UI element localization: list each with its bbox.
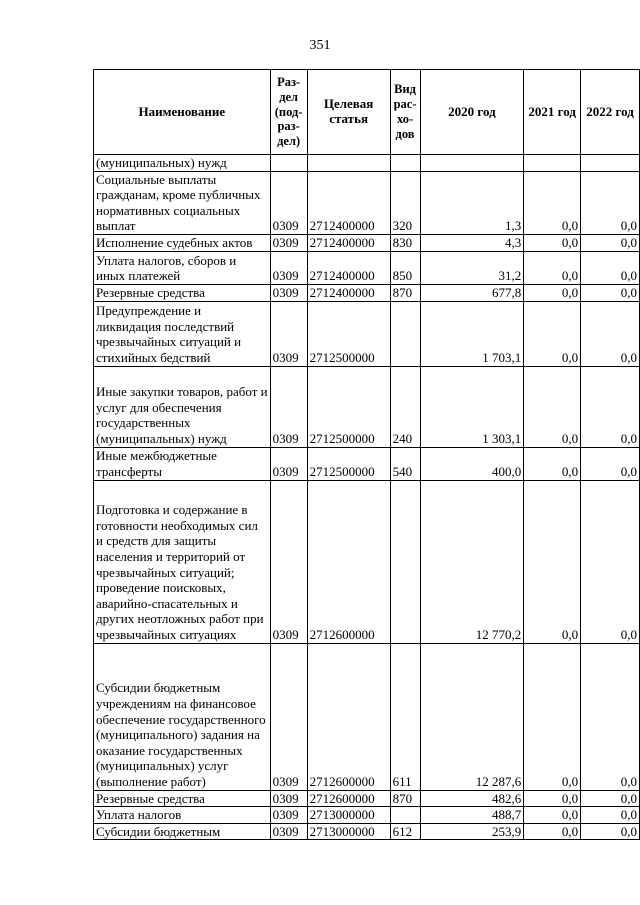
row-2022: 0,0 [581,790,640,807]
header-section: Раз- дел (под- раз- дел) [270,70,307,155]
row-2021: 0,0 [524,234,581,251]
row-2020: 12 770,2 [420,480,524,643]
row-2022: 0,0 [581,284,640,301]
row-kind [390,480,420,643]
row-target: 2712500000 [307,301,390,366]
row-2020: 488,7 [420,807,524,824]
table-row [94,155,640,172]
row-name: Резервные средства [94,284,271,301]
row-2021: 0,0 [524,171,581,234]
table-row [94,234,640,251]
row-2020: 4,3 [420,234,524,251]
row-2020: 31,2 [420,251,524,284]
row-section: 0309 [270,823,307,840]
row-section: 0309 [270,171,307,234]
row-kind: 830 [390,234,420,251]
table-row [94,447,640,480]
row-name: Субсидии бюджетным [94,823,271,840]
row-2022: 0,0 [581,447,640,480]
row-2020: 253,9 [420,823,524,840]
row-kind: 240 [390,366,420,447]
header-name: Наименование [94,70,271,155]
row-kind [390,155,420,172]
table-row [94,643,640,790]
table-row [94,366,640,447]
row-kind: 611 [390,643,420,790]
row-2021: 0,0 [524,643,581,790]
table-row [94,171,640,234]
row-section: 0309 [270,480,307,643]
row-section: 0309 [270,790,307,807]
row-2022: 0,0 [581,807,640,824]
row-kind [390,301,420,366]
row-section: 0309 [270,284,307,301]
row-section: 0309 [270,251,307,284]
row-target [307,155,390,172]
row-kind: 870 [390,284,420,301]
row-target: 2712400000 [307,234,390,251]
row-kind: 870 [390,790,420,807]
row-target: 2712500000 [307,366,390,447]
row-2021: 0,0 [524,366,581,447]
row-name: (муниципальных) нужд [94,155,271,172]
table-row [94,807,640,824]
row-name: Иные межбюджетные трансферты [94,447,271,480]
header-2021: 2021 год [524,70,581,155]
row-kind [390,807,420,824]
header-target: Целевая статья [307,70,390,155]
row-2021: 0,0 [524,284,581,301]
table-row [94,823,640,840]
header-2022: 2022 год [581,70,640,155]
row-kind: 612 [390,823,420,840]
row-2021: 0,0 [524,823,581,840]
row-name: Иные закупки товаров, работ и услуг для обеспечения государственных (муниципальных) нужд [94,366,271,447]
row-2021 [524,155,581,172]
budget-table [93,69,640,840]
table-row [94,790,640,807]
row-2022: 0,0 [581,480,640,643]
row-name: Уплата налогов, сборов и иных платежей [94,251,271,284]
row-name: Субсидии бюджетным учреждениям на финансовое обеспечение государственного (муниципального) задания на оказание государственных (муниципальных) услуг (выполнение работ) [94,643,271,790]
row-2022 [581,155,640,172]
row-section: 0309 [270,807,307,824]
row-2022: 0,0 [581,234,640,251]
row-section: 0309 [270,366,307,447]
row-section [270,155,307,172]
row-2021: 0,0 [524,790,581,807]
row-2022: 0,0 [581,366,640,447]
row-target: 2713000000 [307,807,390,824]
table-row [94,480,640,643]
row-2022: 0,0 [581,823,640,840]
row-section: 0309 [270,643,307,790]
row-2021: 0,0 [524,480,581,643]
row-name: Резервные средства [94,790,271,807]
row-2020: 12 287,6 [420,643,524,790]
row-name: Подготовка и содержание в готовности необходимых сил и средств для защиты населения и территорий от чрезвычайных ситуаций; проведение поисковых, аварийно-спасательных и других неотложных работ при чрезвычайных ситуациях [94,480,271,643]
row-target: 2712600000 [307,643,390,790]
row-2020: 1 303,1 [420,366,524,447]
row-target: 2713000000 [307,823,390,840]
row-2020: 1,3 [420,171,524,234]
row-section: 0309 [270,301,307,366]
row-2021: 0,0 [524,251,581,284]
row-kind: 850 [390,251,420,284]
row-target: 2712400000 [307,284,390,301]
row-2022: 0,0 [581,301,640,366]
row-2021: 0,0 [524,447,581,480]
row-target: 2712600000 [307,480,390,643]
table-row [94,284,640,301]
row-target: 2712600000 [307,790,390,807]
row-2020 [420,155,524,172]
table-row [94,301,640,366]
row-kind: 540 [390,447,420,480]
header-2020: 2020 год [420,70,524,155]
row-name: Исполнение судебных актов [94,234,271,251]
row-target: 2712500000 [307,447,390,480]
row-section: 0309 [270,447,307,480]
row-target: 2712400000 [307,171,390,234]
row-2020: 400,0 [420,447,524,480]
header-row [94,70,640,155]
row-2022: 0,0 [581,251,640,284]
row-2021: 0,0 [524,807,581,824]
row-2020: 482,6 [420,790,524,807]
row-2021: 0,0 [524,301,581,366]
row-section: 0309 [270,234,307,251]
page-number: 351 [309,38,331,53]
row-name: Социальные выплаты гражданам, кроме публичных нормативных социальных выплат [94,171,271,234]
row-name: Уплата налогов [94,807,271,824]
row-2022: 0,0 [581,643,640,790]
row-2022: 0,0 [581,171,640,234]
row-name: Предупреждение и ликвидация последствий чрезвычайных ситуаций и стихийных бедствий [94,301,271,366]
row-target: 2712400000 [307,251,390,284]
row-2020: 1 703,1 [420,301,524,366]
row-2020: 677,8 [420,284,524,301]
header-kind: Вид рас- хо- дов [390,70,420,155]
table-row [94,251,640,284]
row-kind: 320 [390,171,420,234]
